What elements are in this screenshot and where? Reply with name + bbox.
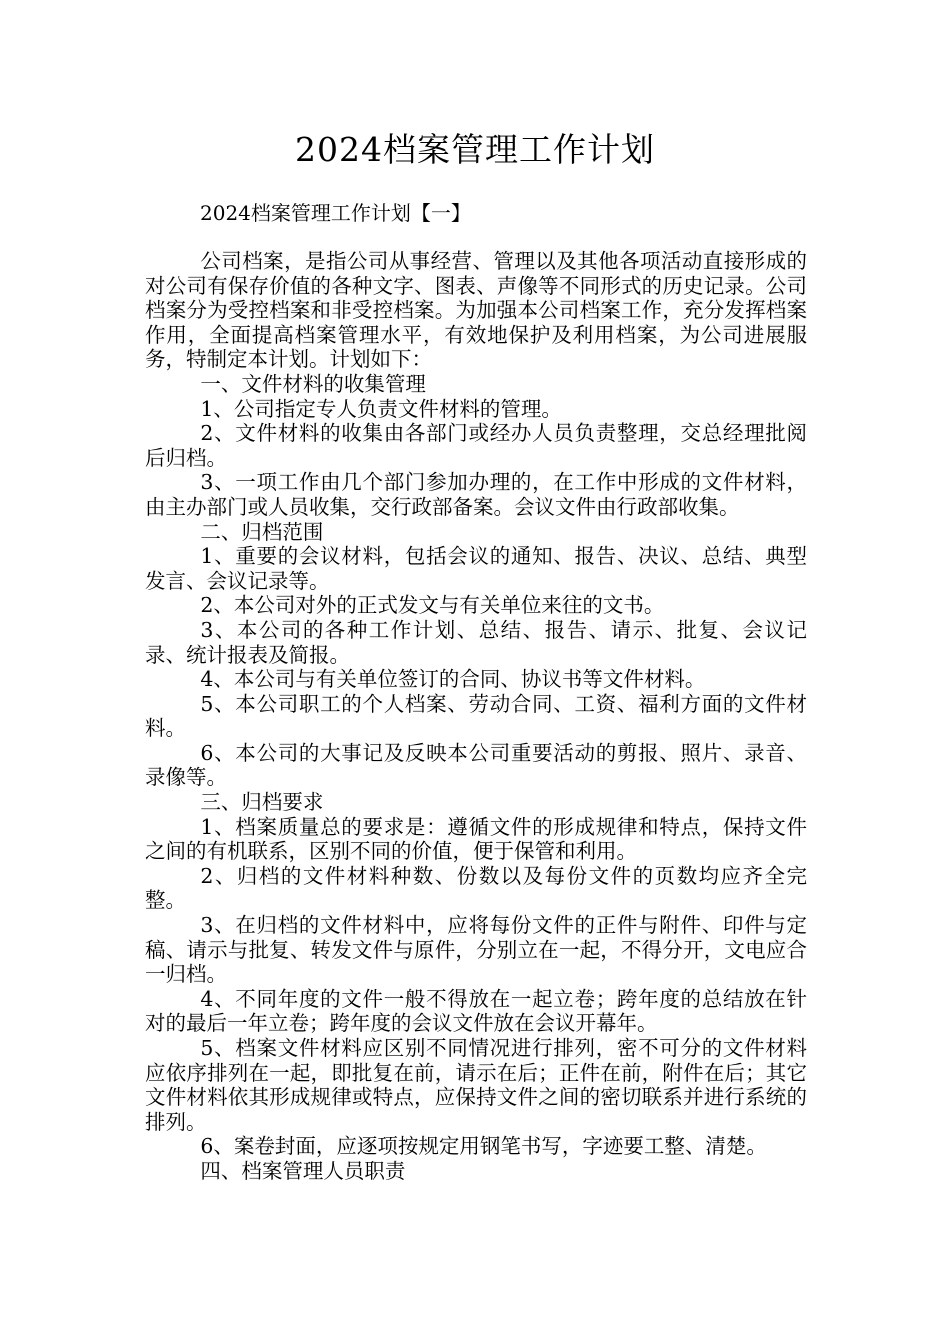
section-heading: 四、档案管理人员职责 [200,1158,406,1183]
paragraph: 1、公司指定专人负责文件材料的管理。 [200,396,562,421]
paragraph: 3、一项工作由几个部门参加办理的，在工作中形成的文件材料，由主办部门或人员收集，交行政部备案。会议文件由行政部收集。 [145,470,807,519]
document-subtitle: 2024档案管理工作计划【一】 [200,201,471,225]
paragraph: 6、案卷封面，应逐项按规定用钢笔书写，字迹要工整、清楚。 [200,1134,767,1159]
paragraph: 4、不同年度的文件一般不得放在一起立卷；跨年度的总结放在针对的最后一年立卷；跨年度的会议文件放在会议开幕年。 [145,986,807,1036]
section-heading: 一、文件材料的收集管理 [200,371,426,396]
section-heading: 三、归档要求 [200,790,324,815]
paragraph: 3、在归档的文件材料中，应将每份文件的正件与附件、印件与定稿、请示与批复、转发文件与原件，分别立在一起，不得分开，文电应合一归档。 [145,913,807,987]
paragraph: 2、本公司对外的正式发文与有关单位来往的文书。 [200,593,665,618]
section-heading: 二、归档范围 [200,519,324,544]
document-body [145,249,807,1184]
paragraph: 4、本公司与有关单位签订的合同、协议书等文件材料。 [200,667,706,692]
paragraph: 1、重要的会议材料，包括会议的通知、报告、决议、总结、典型发言、会议记录等。 [145,544,807,593]
paragraph: 6、本公司的大事记及反映本公司重要活动的剪报、照片、录音、录像等。 [145,740,807,790]
paragraph: 2、归档的文件材料种数、份数以及每份文件的页数均应齐全完整。 [145,863,807,913]
paragraph: 3、本公司的各种工作计划、总结、报告、请示、批复、会议记录、统计报表及简报。 [145,617,807,667]
paragraph: 1、档案质量总的要求是：遵循文件的形成规律和特点，保持文件之间的有机联系，区别不同的价值，便于保管和利用。 [145,814,807,864]
paragraph: 5、本公司职工的个人档案、劳动合同、工资、福利方面的文件材料。 [145,691,807,741]
paragraph: 5、档案文件材料应区别不同情况进行排列，密不可分的文件材料应依序排列在一起，即批复在前，请示在后；正件在前，附件在后；其它文件材料依其形成规律或特点，应保持文件之间的密切联系并进行系统的排列。 [145,1036,807,1134]
paragraph: 2、文件材料的收集由各部门或经办人员负责整理，交总经理批阅后归档。 [145,421,807,470]
intro-paragraph: 公司档案，是指公司从事经营、管理以及其他各项活动直接形成的对公司有保存价值的各种文字、图表、声像等不同形式的历史记录。公司档案分为受控档案和非受控档案。为加强本公司档案工作，充分发挥档案作用，全面提高档案管理水平，有效地保护及利用档案，为公司进展服务，特制定本计划。计划如下： [145,249,807,372]
document-title: 2024档案管理工作计划 [295,130,655,169]
